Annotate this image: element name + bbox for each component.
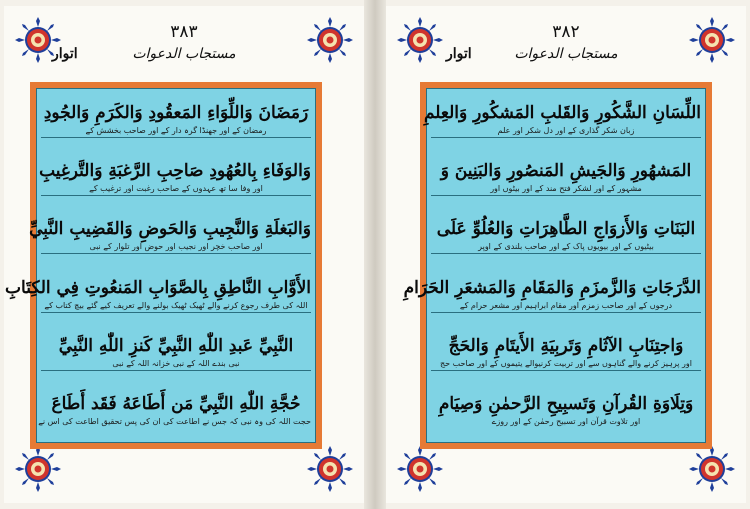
urdu-translation: اور پرہیز کرنے والے گناہوں سے اور تربیت کرنیوالے یتیموں کے اور صاحب حج — [431, 357, 701, 371]
corner-ornament-icon — [392, 441, 448, 497]
arabic-text: وَاجتِنَابِ الآثَامِ وَتَربِيَةِ الأَيتَامِ وَالحَجِّ — [448, 335, 684, 356]
corner-ornament-icon — [302, 441, 358, 497]
arabic-text: وَالوَفَاءِ بِالعُهُودِ صَاحِبِ الرَّغبَةِ وَالتَّرغِيبِ — [39, 161, 311, 182]
urdu-translation: اللہ کی طرف رجوع کرنے والے ٹھیک ٹھیک بولنے والے تعریف کیے گئے بیچ کتاب کے — [41, 299, 311, 313]
page-number: ۳۸۲ — [552, 22, 580, 42]
day-label: اتوار — [446, 46, 472, 62]
verse-line — [41, 91, 311, 149]
verse-line — [431, 149, 701, 207]
verse-line — [5, 266, 311, 324]
arabic-text: حُجَّةِ اللّٰهِ النَّبِيِّ مَن أَطَاعَهُ فَقَد أَطَاعَ — [51, 394, 301, 415]
book-spine — [364, 0, 386, 509]
verse-line — [431, 324, 701, 382]
day-label: اتوار — [52, 46, 78, 62]
urdu-translation: بیٹیوں کے اور بیویوں پاک کے اور صاحب بلندی کے اوپر — [431, 240, 701, 254]
arabic-text: النَّبِيِّ عَبدِ اللّٰهِ النَّبِيِّ كَنزِ اللّٰهِ النَّبِيِّ — [58, 335, 294, 356]
urdu-translation: رمضان کے اور جھنڈا گرہ دار کے اور صاحب بخشش کے — [41, 124, 311, 138]
right-page — [386, 6, 746, 503]
arabic-text: رَمَضَانَ وَاللِّوَاءِ المَعقُودِ وَالكَرَمِ وَالجُودِ — [43, 103, 309, 124]
arabic-text: الدَّرَجَاتِ وَالزَّمزَمِ وَالمَقَامِ وَالمَشعَرِ الحَرَامِ — [403, 277, 701, 298]
text-panel — [5, 82, 322, 449]
urdu-translation: حجت اللہ کی وہ نبی کہ جس نے اطاعت کی ان کی پس تحقیق اطاعت کی اس نے — [38, 417, 311, 427]
urdu-translation: اور وفا سا تھ عہدوں کے صاحب رغبت اور ترغیب کے — [41, 182, 311, 196]
arabic-text: الأَوَّابِ النَّاطِقِ بِالصَّوَابِ المَنعُوتِ فِي الكِتَابِ — [5, 277, 311, 298]
left-page — [4, 6, 364, 503]
page-number: ۳۸۳ — [170, 22, 198, 42]
page-header — [426, 20, 706, 70]
urdu-translation: اور صاحب خچر اور نجیب اور حوض اور تلوار کے نبی — [41, 240, 311, 254]
urdu-translation: درجوں کے اور صاحب زمزم اور مقام ابراہیم اور مشعر حرام کے — [431, 299, 701, 313]
page-header — [44, 20, 324, 70]
arabic-text: البَنَاتِ وَالأَزوَاجِ الطَّاهِرَاتِ وَالعُلُوِّ عَلَى — [436, 219, 696, 240]
verse-line — [38, 382, 311, 440]
arabic-text: وَتِلَاوَةِ القُرآنِ وَتَسبِيحِ الرَّحمٰنِ وَصِيَامِ — [438, 394, 694, 415]
verse-line — [41, 324, 311, 382]
urdu-translation: اور تلاوت قرآن اور تسبیح رحمٰن کے اور روزے — [491, 417, 641, 427]
corner-ornament-icon — [10, 441, 66, 497]
verse-line — [403, 266, 701, 324]
corner-ornament-icon — [684, 441, 740, 497]
verse-line — [41, 149, 311, 207]
verse-line — [423, 91, 701, 149]
book-title: مستجاب الدعوات — [514, 46, 618, 62]
urdu-translation: مشہور کے اور لشکر فتح مند کے اور بیٹوں اور — [431, 182, 701, 196]
urdu-translation: زبان شکر گذاری کے اور دل شکر اور علم — [431, 124, 701, 138]
verse-line — [431, 382, 701, 440]
arabic-text: اللِّسَانِ الشَّكُورِ وَالقَلبِ المَشكُورِ وَالعِلمِ — [423, 103, 701, 124]
text-panel — [403, 82, 712, 449]
arabic-text: المَشهُورِ وَالجَيشِ المَنصُورِ وَالبَنِينَ وَ — [440, 161, 692, 182]
book-title: مستجاب الدعوات — [132, 46, 236, 62]
arabic-text: وَالبَغلَةِ وَالنَّجِيبِ وَالحَوضِ وَالقَضِيبِ النَّبِيِّ — [29, 219, 311, 240]
verse-line — [29, 207, 311, 265]
urdu-translation: نبی بندے اللہ کے نبی خزانہ اللہ کے نبی — [41, 357, 311, 371]
verse-line — [431, 207, 701, 265]
